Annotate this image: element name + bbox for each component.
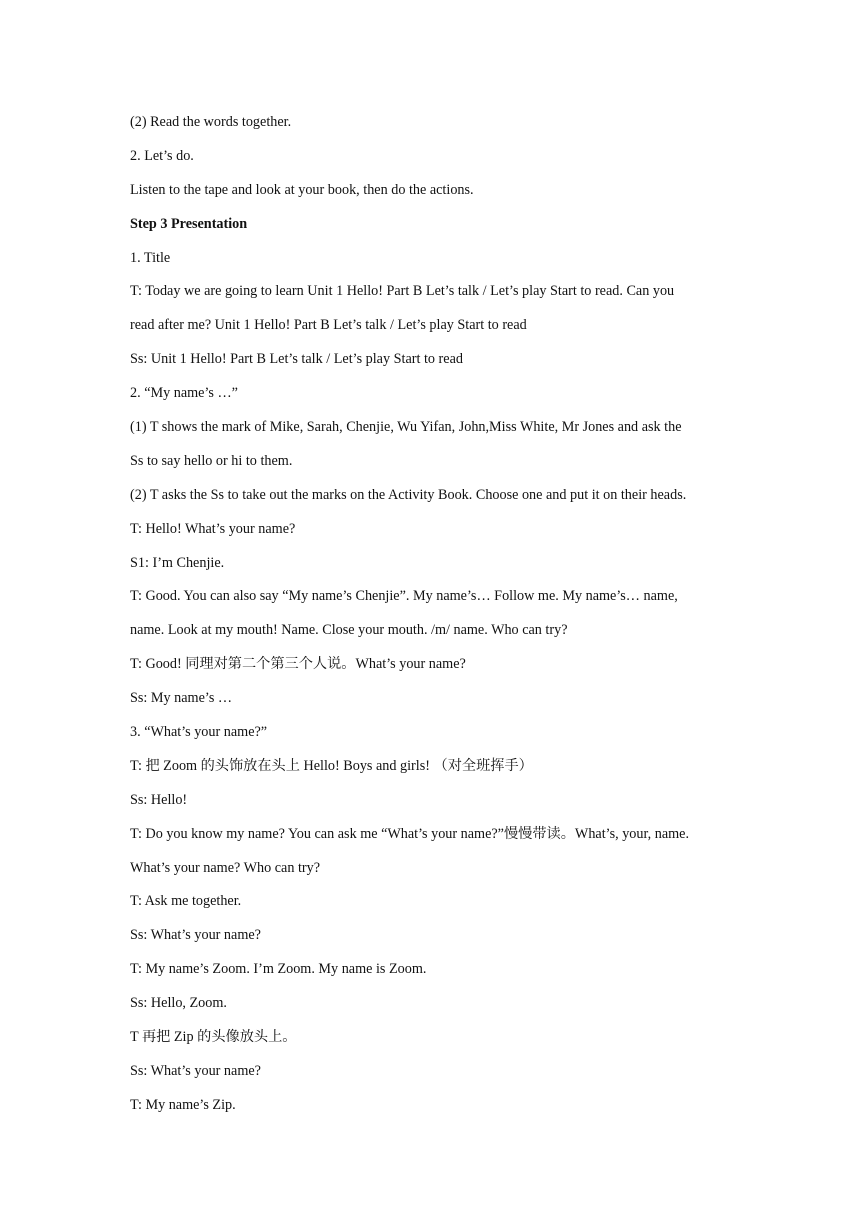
text-line: 1. Title [130,249,171,266]
text-line: 3. “What’s your name?” [130,724,268,741]
text-line: T 再把 Zip 的头像放头上。 [130,1029,297,1046]
text-line: Ss: My name’s … [130,690,233,707]
text-line: Ss: Hello! [130,791,188,808]
text-line: Ss: What’s your name? [130,1062,261,1079]
text-line: (2) Read the words together. [130,114,292,130]
document-body [130,110,740,1127]
text-line: Ss to say hello or hi to them. [130,452,293,469]
text-line: S1: I’m Chenjie. [130,554,225,571]
text-line: (2) T asks the Ss to take out the marks on the Activity Book. Choose one and put it on their heads. [130,486,687,503]
text-line: T: My name’s Zoom. I’m Zoom. My name is Zoom. [130,961,427,978]
text-line: Ss: Hello, Zoom. [130,995,227,1012]
text-line: T: Good! 同理对第二个第三个人说。What’s your name? [130,656,466,673]
text-line: T: 把 Zoom 的头饰放在头上 Hello! Boys and girls! （对全班挥手） [130,757,533,774]
text-line: T: Ask me together. [130,893,242,910]
text-line: What’s your name? Who can try? [130,859,321,876]
text-line: Ss: Unit 1 Hello! Part B Let’s talk / Let’s play Start to read [130,351,463,368]
text-line: T: My name’s Zip. [130,1096,236,1113]
text-line: T: Do you know my name? You can ask me “What’s your name?”慢慢带读。What’s, your, name. [130,825,690,842]
text-line: 2. Let’s do. [130,147,194,164]
text-line: 2. “My name’s …” [130,385,238,402]
text-line: Ss: What’s your name? [130,927,261,944]
text-line: read after me? Unit 1 Hello! Part B Let’s talk / Let’s play Start to read [130,317,527,334]
text-line: Listen to the tape and look at your book, then do the actions. [130,181,474,198]
text-line: T: Today we are going to learn Unit 1 Hello! Part B Let’s talk / Let’s play Start to read. Can you [130,283,675,300]
text-line: T: Good. You can also say “My name’s Chenjie”. My name’s… Follow me. My name’s… name, [130,588,678,605]
text-line: name. Look at my mouth! Name. Close your mouth. /m/ name. Who can try? [130,622,568,639]
text-line: (1) T shows the mark of Mike, Sarah, Chenjie, Wu Yifan, John,Miss White, Mr Jones and ask the [130,419,682,436]
text-line: T: Hello! What’s your name? [130,520,296,537]
section-heading: Step 3 Presentation [130,215,248,232]
